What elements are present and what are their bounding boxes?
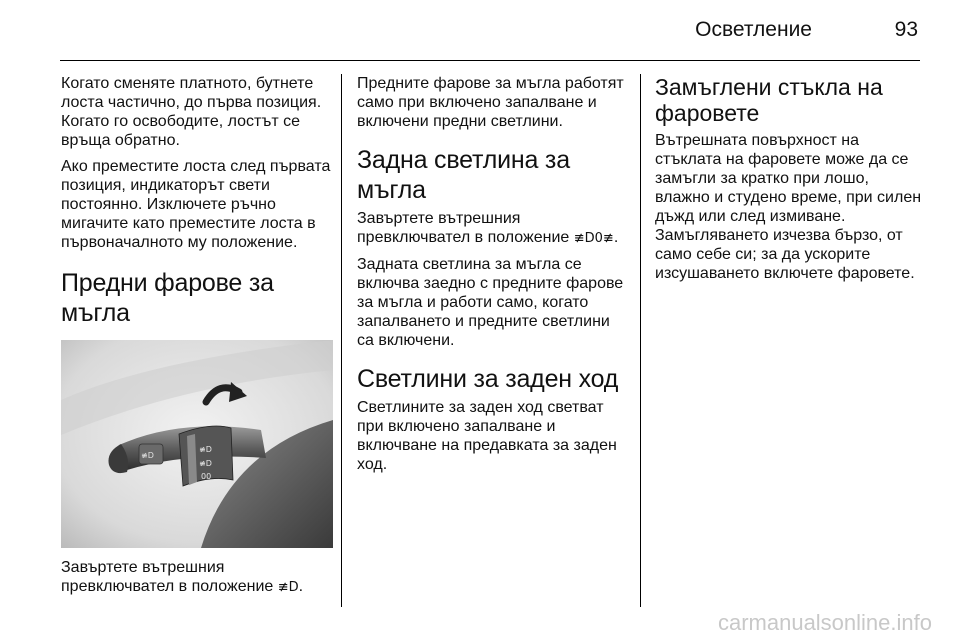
header-rule — [60, 60, 920, 61]
paragraph-rear-fog-conditions: Задната светлина за мъгла се включва заедно с предните фарове за мъгла и работи само, когато запалването и предните светлини са включени. — [357, 256, 624, 349]
paragraph-lever-beyond: Ако преместите лоста след първата позиция, индикаторът свети постоянно. Изключете ръчно мигачите като преместите лоста в първоначалното му положение. — [61, 158, 331, 251]
svg-text:≢D: ≢D — [141, 451, 154, 460]
fog-light-switch-illustration — [61, 340, 333, 548]
svg-text:≢D: ≢D — [199, 459, 212, 468]
svg-text:≢D: ≢D — [199, 445, 212, 454]
column-divider-1 — [341, 74, 342, 607]
paragraph-misted-headlights: Вътрешната повърхност на стъклата на фаровете може да се замъгли за кратко при лошо, влажно и студено време, при силен дъжд или след измиване. Замъгляването изчезва бързо, от само себе си; за да ускорите изсушаването включете фаровете. — [655, 132, 922, 282]
paragraph-front-fog-conditions: Предните фарове за мъгла работят само при включено запалване и включени предни светлини. — [357, 75, 624, 130]
watermark: carmanualsonline.info — [717, 610, 932, 635]
column-1 — [61, 74, 333, 604]
paragraph-reversing-lights: Светлините за заден ход светват при включено запалване и включване на предавката за заден ход. — [357, 399, 617, 473]
page-header-title: Осветление — [695, 18, 812, 41]
heading-rear-fog-light: Задна светлина за мъгла — [357, 146, 570, 204]
svg-text:00: 00 — [201, 472, 212, 481]
heading-reversing-lights: Светлини за заден ход — [357, 365, 619, 393]
column-2 — [357, 74, 625, 481]
rear-fog-light-icon: ≢D0≢ — [573, 231, 614, 246]
heading-misted-headlights: Замъглени стъкла на фаровете — [655, 74, 883, 126]
figure-caption: Завъртете вътрешния превключвател в положение ≢D. — [61, 559, 304, 595]
paragraph-rear-fog-switch: Завъртете вътрешния превключвател в положение ≢D0≢. — [357, 210, 619, 246]
heading-front-fog-lights: Предни фарове за мъгла — [61, 269, 274, 327]
fog-light-icon: ≢D — [277, 580, 299, 595]
paragraph-lever-partial: Когато сменяте платното, бутнете лоста частично, до първа позиция. Когато го освободите, лостът се връща обратно. — [61, 75, 322, 149]
column-3 — [655, 74, 927, 290]
page-number: 93 — [894, 18, 918, 41]
column-divider-2 — [640, 74, 641, 607]
